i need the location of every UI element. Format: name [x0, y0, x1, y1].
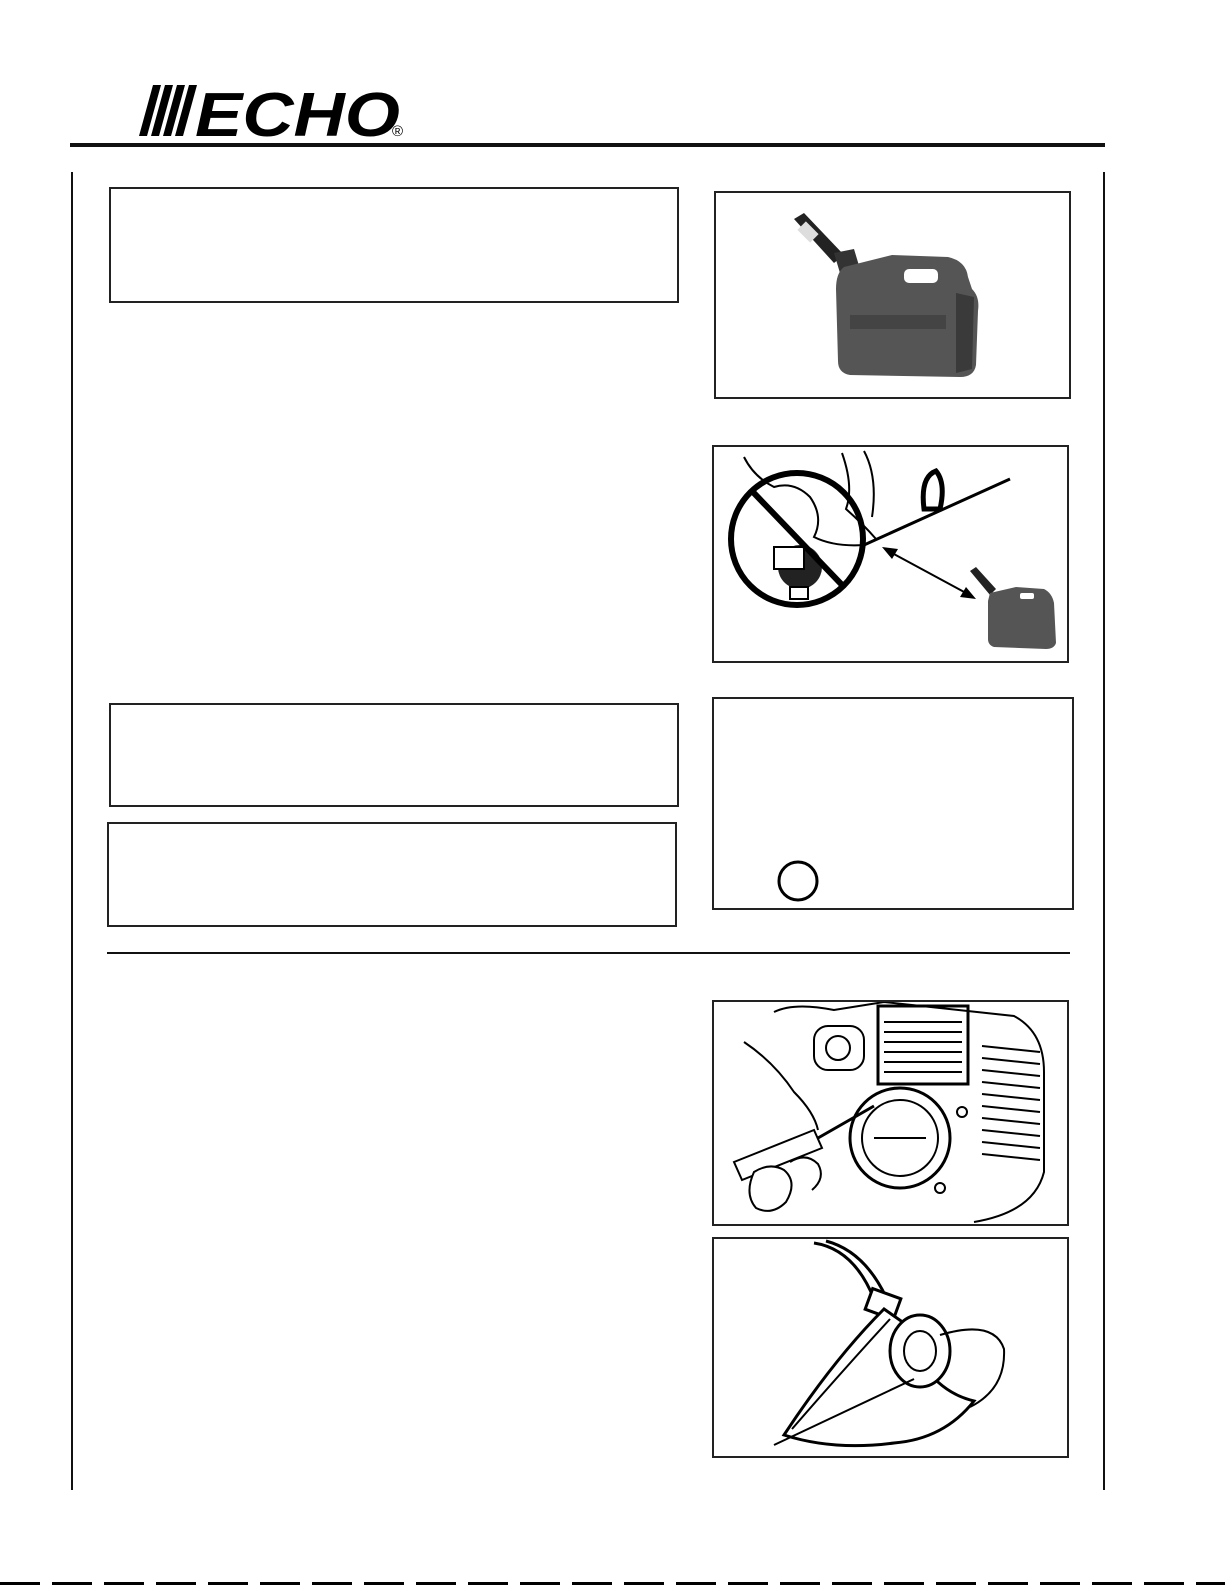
distance-arrow — [882, 547, 976, 599]
registered-mark: ® — [392, 123, 404, 140]
figure-engine-adjustment — [712, 1000, 1069, 1226]
echo-logo-icon — [135, 82, 425, 142]
trimmer-head-icon — [714, 1239, 1067, 1456]
small-fuel-can — [970, 567, 1056, 649]
cooling-fins — [982, 1046, 1040, 1160]
notice-box-2 — [109, 703, 679, 807]
starter-cover — [850, 1088, 950, 1188]
circle-icon — [776, 859, 820, 903]
figure-fuel-can — [714, 191, 1071, 399]
brand-logo — [135, 82, 425, 142]
section-divider — [107, 952, 1070, 954]
figure-trimmer-head — [712, 1237, 1069, 1458]
left-margin-line — [71, 172, 73, 1490]
right-margin-line — [1103, 172, 1105, 1490]
figure-blank-panel — [712, 697, 1074, 910]
header-rule — [70, 143, 1105, 147]
brand-wordmark: ECHO — [195, 82, 400, 142]
figure-refuel-distance — [712, 445, 1069, 663]
fuel-can-icon — [716, 193, 1069, 397]
notice-box-3 — [107, 822, 677, 927]
notice-box-1 — [109, 187, 679, 303]
